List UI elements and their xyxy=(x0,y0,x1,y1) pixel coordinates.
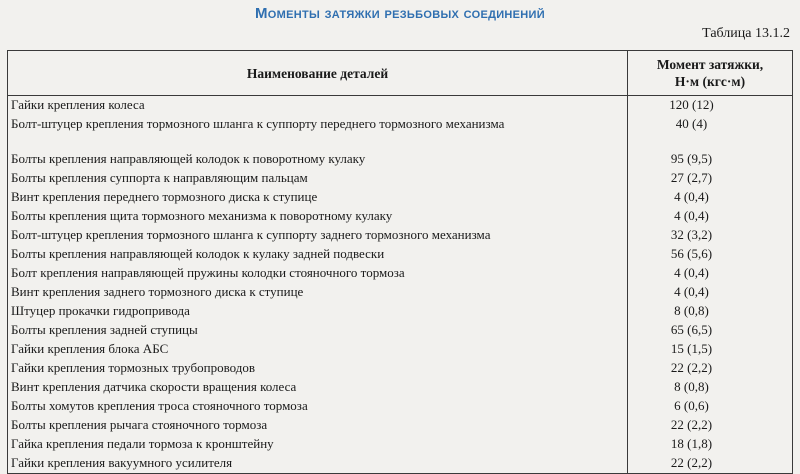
torque-value-cell: 27 (2,7) xyxy=(628,169,793,188)
torque-value-cell: 56 (5,6) xyxy=(628,245,793,264)
table-row xyxy=(8,340,793,359)
part-name-cell: Болты крепления суппорта к направляющим пальцам xyxy=(8,169,628,188)
torque-value-cell: 22 (2,2) xyxy=(628,359,793,378)
torque-value-cell: 95 (9,5) xyxy=(628,150,793,169)
part-name-cell: Гайки крепления вакуумного усилителя xyxy=(8,454,628,474)
table-row xyxy=(8,435,793,454)
torque-value-cell: 32 (3,2) xyxy=(628,226,793,245)
part-name-cell: Винт крепления заднего тормозного диска к ступице xyxy=(8,283,628,302)
part-name-cell: Болт-штуцер крепления тормозного шланга к суппорту заднего тормозного механизма xyxy=(8,226,628,245)
table-row xyxy=(8,226,793,245)
torque-value-cell: 8 (0,8) xyxy=(628,302,793,321)
table-row xyxy=(8,207,793,226)
part-name-cell: Гайка крепления педали тормоза к кронштейну xyxy=(8,435,628,454)
table-row xyxy=(8,321,793,340)
part-name-cell: Болт крепления направляющей пружины колодки стояночного тормоза xyxy=(8,264,628,283)
table-row xyxy=(8,150,793,169)
table-row xyxy=(8,245,793,264)
torque-value-cell: 120 (12) xyxy=(628,96,793,116)
table-header-row xyxy=(8,51,793,96)
table-row xyxy=(8,359,793,378)
part-name-cell: Гайки крепления блока АБС xyxy=(8,340,628,359)
torque-value-cell: 65 (6,5) xyxy=(628,321,793,340)
part-name-cell: Болты крепления щита тормозного механизма к поворотному кулаку xyxy=(8,207,628,226)
table-number: Таблица 13.1.2 xyxy=(702,26,790,41)
part-name-cell: Гайки крепления колеса xyxy=(8,96,628,116)
part-name-cell: Болты крепления направляющей колодок к кулаку задней подвески xyxy=(8,245,628,264)
part-name-cell: Болты крепления рычага стояночного тормоза xyxy=(8,416,628,435)
document-title: Моменты затяжки резьбовых соединений xyxy=(255,5,545,22)
table-row xyxy=(8,283,793,302)
part-name-cell: Болт-штуцер крепления тормозного шланга к суппорту переднего тормозного механизма xyxy=(8,115,628,150)
table-row xyxy=(8,397,793,416)
table-row xyxy=(8,416,793,435)
table-row xyxy=(8,454,793,474)
header-torque-line1: Момент затяжки, xyxy=(656,57,764,72)
table-row xyxy=(8,169,793,188)
header-torque-line2: Н·м (кгс·м) xyxy=(674,74,746,89)
part-name-cell: Винт крепления переднего тормозного диска к ступице xyxy=(8,188,628,207)
torque-value-cell: 4 (0,4) xyxy=(628,207,793,226)
table-row xyxy=(8,188,793,207)
torque-value-cell: 8 (0,8) xyxy=(628,378,793,397)
torque-value-cell: 4 (0,4) xyxy=(628,264,793,283)
torque-value-cell: 22 (2,2) xyxy=(628,416,793,435)
part-name-cell: Болты хомутов крепления троса стояночного тормоза xyxy=(8,397,628,416)
part-name-cell: Болты крепления задней ступицы xyxy=(8,321,628,340)
header-part-name: Наименование деталей xyxy=(8,51,628,96)
torque-value-cell: 4 (0,4) xyxy=(628,188,793,207)
torque-table xyxy=(7,50,793,474)
table-row xyxy=(8,264,793,283)
torque-value-cell: 6 (0,6) xyxy=(628,397,793,416)
part-name-cell: Гайки крепления тормозных трубопроводов xyxy=(8,359,628,378)
torque-value-cell: 18 (1,8) xyxy=(628,435,793,454)
torque-value-cell: 4 (0,4) xyxy=(628,283,793,302)
header-torque xyxy=(628,51,793,96)
table-row xyxy=(8,115,793,150)
table-row xyxy=(8,378,793,397)
table-row xyxy=(8,302,793,321)
table-row xyxy=(8,96,793,116)
part-name-cell: Штуцер прокачки гидропривода xyxy=(8,302,628,321)
torque-value-cell: 22 (2,2) xyxy=(628,454,793,474)
torque-value-cell: 40 (4) xyxy=(628,115,793,150)
part-name-cell: Болты крепления направляющей колодок к поворотному кулаку xyxy=(8,150,628,169)
torque-value-cell: 15 (1,5) xyxy=(628,340,793,359)
part-name-cell: Винт крепления датчика скорости вращения колеса xyxy=(8,378,628,397)
